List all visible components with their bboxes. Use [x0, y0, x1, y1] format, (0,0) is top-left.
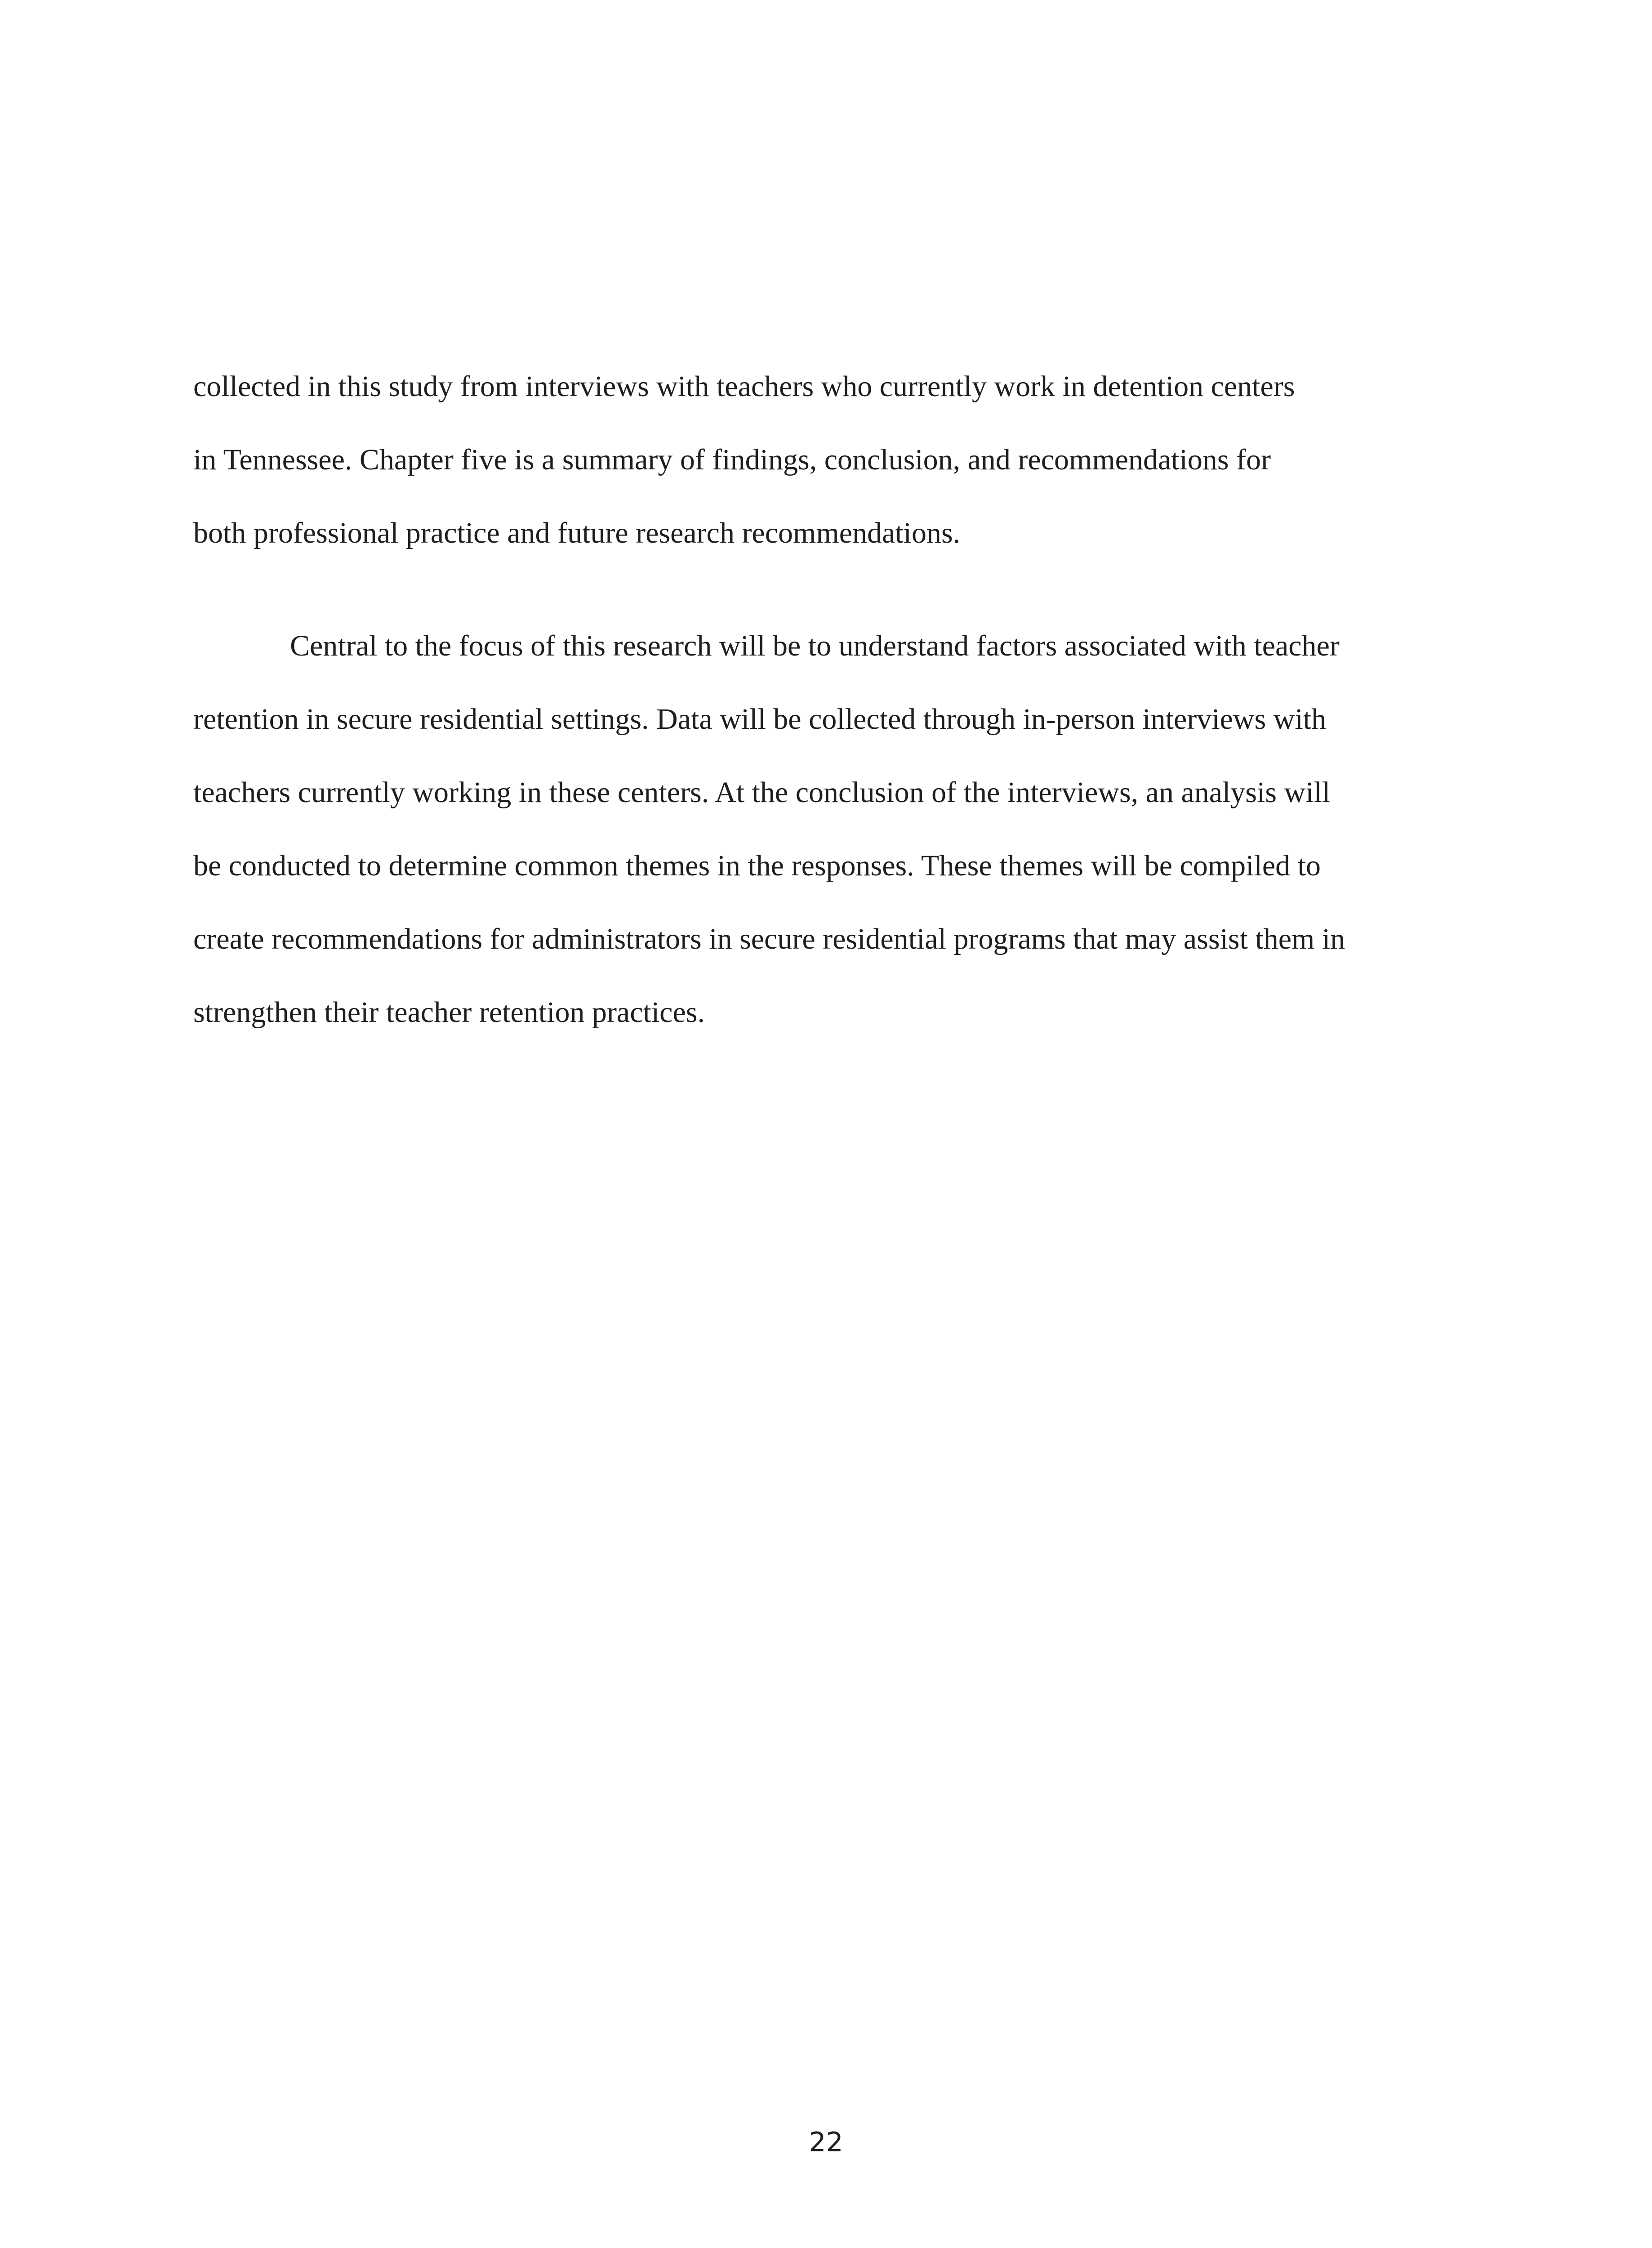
paragraph-line: Central to the focus of this research will be to understand factors associated with teacher	[290, 629, 1340, 662]
paragraph-line: both professional practice and future research recommendations.	[193, 517, 961, 549]
paragraph-line: retention in secure residential settings. Data will be collected through in-person interviews with	[193, 703, 1327, 736]
paragraph-line: in Tennessee. Chapter five is a summary of findings, conclusion, and recommendations for	[193, 443, 1271, 476]
paragraph-line: be conducted to determine common themes in the responses. These themes will be compiled to	[193, 849, 1321, 882]
paragraph-line: strengthen their teacher retention practices.	[193, 996, 705, 1029]
paragraph-line: create recommendations for administrators in secure residential programs that may assist them in	[193, 923, 1345, 955]
page-number: 22	[809, 2127, 843, 2158]
paragraph-line: collected in this study from interviews with teachers who currently work in detention centers	[193, 370, 1295, 403]
paragraph-line: teachers currently working in these centers. At the conclusion of the interviews, an analysis will	[193, 776, 1331, 809]
